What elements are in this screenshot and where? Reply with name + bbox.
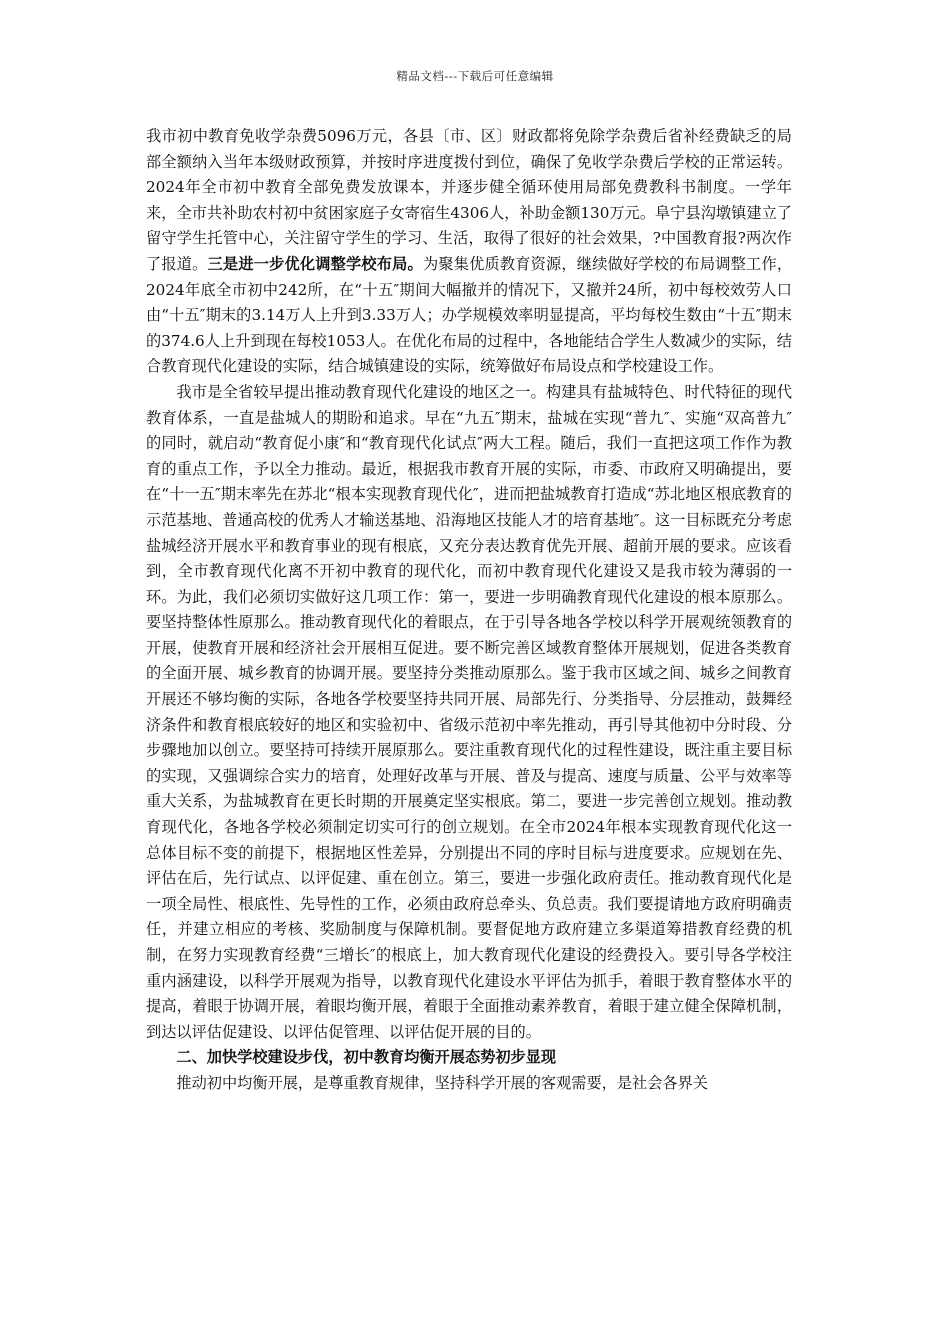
paragraph-2: 我市是全省较早提出推动教育现代化建设的地区之一。构建具有盐城特色、时代特征的现代教育体系，一直是盐城人的期盼和追求。早在“九五″期末，盐城在实现“普九″、实施“双高普九″的同时，就启动“教育促小康″和“教育现代化试点″两大工程。随后，我们一直把这项工作作为教育的重点工作，予以全力推动。最近，根据我市教育开展的实际，市委、市政府又明确提出，要在“十一五″期末率先在苏北“根本实现教育现代化″，进而把盐城教育打造成“苏北地区根底教育的示范基地、普通高校的优秀人才输送基地、沿海地区技能人才的培育基地″。这一目标既充分考虑盐城经济开展水平和教育事业的现有根底，又充分表达教育优先开展、超前开展的要求。应该看到，全市教育现代化离不开初中教育的现代化，而初中教育现代化建设又是我市较为薄弱的一环。为此，我们必须切实做好这几项工作：第一，要进一步明确教育现代化建设的根本原那么。要坚持整体性原那么。推动教育现代化的着眼点，在于引导各地各学校以科学开展观统领教育的开展，使教育开展和经济社会开展相互促进。要不断完善区域教育整体开展规划，促进各类教育的全面开展、城乡教育的协调开展。要坚持分类推动原那么。鉴于我市区域之间、城乡之间教育开展还不够均衡的实际，各地各学校要坚持共同开展、局部先行、分类指导、分层推动，鼓舞经济条件和教育根底较好的地区和实验初中、省级示范初中率先推动，再引导其他初中分时段、分步骤地加以创立。要坚持可持续开展原那么。要注重教育现代化的过程性建设，既注重主要目标的实现，又强调综合实力的培育，处理好改革与开展、普及与提高、速度与质量、公平与效率等重大关系，为盐城教育在更长时期的开展奠定坚实根底。第二，要进一步完善创立规划。推动教育现代化，各地各学校必须制定切实可行的创立规划。在全市2024年根本实现教育现代化这一总体目标不变的前提下，根据地区性差异，分别提出不同的序时目标与进度要求。应规划在先、评估在后，先行试点、以评促建、重在创立。第三，要进一步强化政府责任。推动教育现代化是一项全局性、根底性、先导性的工作，必须由政府总牵头、负总责。我们要提请地方政府明确责任，并建立相应的考核、奖励制度与保障机制。要督促地方政府建立多渠道筹措教育经费的机制，在努力实现教育经费“三增长″的根底上，加大教育现代化建设的经费投入。要引导各学校注重内涵建设，以科学开展观为指导，以教育现代化建设水平评估为抓手，着眼于教育整体水平的提高，着眼于协调开展，着眼均衡开展，着眼于全面推动素养教育，着眼于建立健全保障机制，到达以评估促建设、以评估促管理、以评估促开展的目的。 [146,382,792,1041]
document-body [146,124,792,1097]
paragraph-1-bold-heading: 三是进一步优化调整学校布局。 [207,254,423,273]
section-heading: 二、加快学校建设步伐，初中教育均衡开展态势初步显现 [176,1048,557,1067]
page-header: 精品文档---下载后可任意编辑 [396,69,554,83]
paragraph-1-continuation: 为聚集优质教育资源，继续做好学校的布局调整工作，2024年底全市初中242所，在“十五″期间大幅撤并的情况下，又撤并24所，初中每校效劳人口由“十五″期末的3.14万人上升到3.33万人；办学规模效率明显提高，平均每校生数由“十五″期末的374.6人上升到现在每校1053人。在优化布局的过程中，各地能结合学生人数减少的实际，结合教育现代化建设的实际，结合城镇建设的实际，统筹做好布局设点和学校建设工作。 [146,254,793,376]
paragraph-1 [146,124,792,380]
paragraph-4: 推动初中均衡开展，是尊重教育规律，坚持科学开展的客观需要，是社会各界关 [176,1073,708,1092]
paragraph-1-text: 我市初中教育免收学杂费5096万元，各县〔市、区〕财政都将免除学杂费后省补经费缺乏的局部全额纳入当年本级财政预算，并按时序进度拨付到位，确保了免收学杂费后学校的正常运转。2024年全市初中教育全部免费发放课本，并逐步健全循环使用局部免费教科书制度。一学年来，全市共补助农村初中贫困家庭子女寄宿生4306人，补助金额130万元。阜宁县沟墩镇建立了留守学生托管中心，关注留守学生的学习、生活，取得了很好的社会效果，?中国教育报?两次作了报道。 [146,127,792,273]
